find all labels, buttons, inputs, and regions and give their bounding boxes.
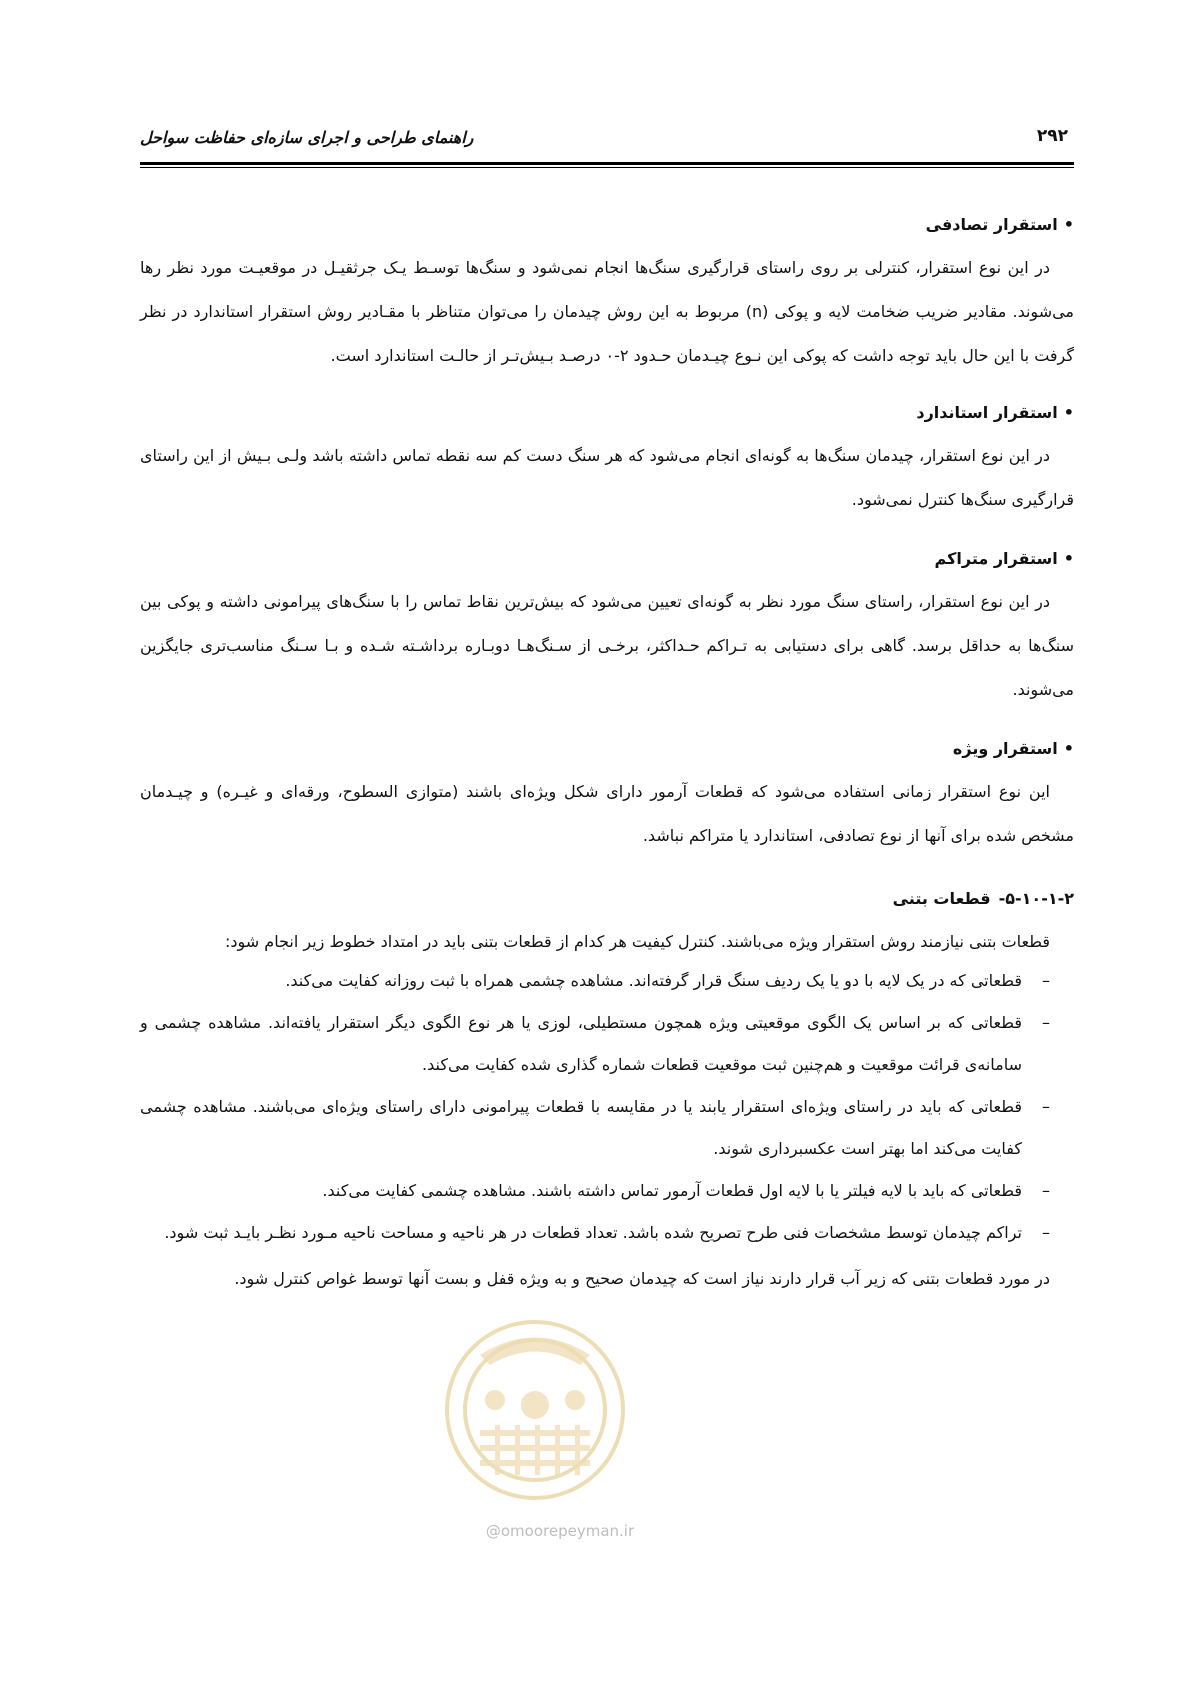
bullet-icon: • xyxy=(1063,403,1074,422)
section-heading-text: استقرار تصادفی xyxy=(925,215,1058,234)
section-paragraph: در این نوع استقرار، راستای سنگ مورد نظر به گونه‌ای تعیین می‌شود که بیش‌ترین نقاط تماس را با سنگ‌های پیرامونی داشته و پوکی بین سنگ‌ها به حداقل برسد. گاهی برای دستیابی به تـراکم حـداکثر، برخـی از سـنگ‌هـا دوبـاره برداشـته شـده و بـا سـنگ مناسب‌تری جایگزین می‌شوند. xyxy=(140,592,1074,699)
section-dense-placement xyxy=(140,544,1074,712)
watermark-site-text: @omoorepeyman.ir xyxy=(485,1522,635,1540)
section-heading xyxy=(140,398,1074,428)
bullet-icon: • xyxy=(1063,215,1074,234)
dash-marker: – xyxy=(1042,1013,1050,1032)
dash-marker: – xyxy=(1042,1097,1050,1116)
list-item xyxy=(140,960,1074,1002)
bullet-icon: • xyxy=(1063,739,1074,758)
section-random-placement xyxy=(140,210,1074,378)
list-item xyxy=(140,1170,1074,1212)
dash-marker: – xyxy=(1042,1181,1050,1200)
main-content xyxy=(140,210,1074,1300)
subsection-heading-text: قطعات بتنی xyxy=(892,889,991,908)
section-special-placement xyxy=(140,734,1074,858)
list-item xyxy=(140,1002,1074,1086)
section-heading xyxy=(140,734,1074,764)
list-item-text: قطعاتی که باید در راستای ویژه‌ای استقرار یابند یا در مقایسه با قطعات پیرامونی دارای راستای ویژه‌ای می‌باشند. مشاهده چشمی کفایت می‌کند اما بهتر است عکسبرداری شوند. xyxy=(140,1097,1022,1158)
section-heading-text: استقرار متراکم xyxy=(934,549,1058,568)
section-paragraph: در این نوع استقرار، چیدمان سنگ‌ها به گونه‌ای انجام می‌شود که هر سنگ دست کم سه نقطه تماس داشته باشد ولـی بـیش از این راستای قرارگیری سنگ‌ها کنترل نمی‌شود. xyxy=(140,446,1074,509)
page-number: ۲۹۲ xyxy=(1036,126,1068,146)
list-item-text: قطعاتی که در یک لایه با دو یا یک ردیف سنگ قرار گرفته‌اند. مشاهده چشمی همراه با ثبت روزانه کفایت می‌کند. xyxy=(285,971,1022,990)
section-paragraph: این نوع استقرار زمانی استفاده می‌شود که قطعات آرمور دارای شکل ویژه‌ای باشند (متوازی السطوح، ورقه‌ای و غیـره) و چیـدمان مشخص شده برای آنها از نوع تصادفی، استاندارد یا متراکم نباشد. xyxy=(140,782,1074,845)
section-heading xyxy=(140,210,1074,240)
subsection-concrete-units xyxy=(140,884,1074,1300)
quality-control-list xyxy=(140,960,1074,1254)
section-paragraph: در این نوع استقرار، کنترلی بر روی راستای قرارگیری سنگ‌ها انجام نمی‌شود و سنگ‌ها توسـط یـک جرثقیـل در موقعیـت مورد نظر رها می‌شوند. مقادیر ضریب ضخامت لایه و پوکی (n) مربوط به این روش چیدمان را می‌توان متناظر با مقـادیر روش استقرار استاندارد در نظر گرفت با این حال باید توجه داشت که پوکی این نـوع چیـدمان حـدود ۲-۰ درصـد بـیش‌تـر از حالـت استاندارد است. xyxy=(140,258,1075,365)
list-item xyxy=(140,1086,1074,1170)
dash-marker: – xyxy=(1042,1223,1050,1242)
list-item-text: قطعاتی که بر اساس یک الگوی موقعیتی ویژه همچون مستطیلی، لوزی یا هر نوع الگوی دیگر استقرار یافته‌اند. مشاهده چشمی و سامانه‌ی قرائت موقعیت و هم‌چنین ثبت موقعیت قطعات شماره گذاری شده کفایت می‌کند. xyxy=(140,1013,1022,1074)
dash-marker: – xyxy=(1042,971,1050,990)
running-title: راهنمای طراحی و اجرای سازه‌ای حفاظت سواحل xyxy=(140,128,474,147)
list-item-text: تراکم چیدمان توسط مشخصات فنی طرح تصریح شده باشد. تعداد قطعات در هر ناحیه و مساحت ناحیه مـورد نظـر بایـد ثبت شود. xyxy=(164,1223,1022,1242)
subsection-number: ۵-۱۰-۱-۲- xyxy=(998,889,1074,908)
section-heading-text: استقرار استاندارد xyxy=(916,403,1058,422)
section-heading-text: استقرار ویژه xyxy=(952,739,1058,758)
closing-paragraph: در مورد قطعات بتنی که زیر آب قرار دارند نیاز است که چیدمان صحیح و به ویژه قفل و بست آنها توسط غواص کنترل شود. xyxy=(234,1269,1050,1288)
subsection-heading xyxy=(140,884,1074,914)
section-standard-placement xyxy=(140,398,1074,522)
list-item xyxy=(140,1212,1074,1254)
subsection-intro: قطعات بتنی نیازمند روش استقرار ویژه می‌باشند. کنترل کیفیت هر کدام از قطعات بتنی باید در امتداد خطوط زیر انجام شود: xyxy=(225,932,1050,951)
page-header xyxy=(140,122,1070,162)
section-heading xyxy=(140,544,1074,574)
header-rule xyxy=(140,162,1074,165)
list-item-text: قطعاتی که باید با لایه فیلتر یا با لایه اول قطعات آرمور تماس داشته باشند. مشاهده چشمی کفایت می‌کند. xyxy=(322,1181,1022,1200)
watermark-logo xyxy=(440,1310,630,1510)
bullet-icon: • xyxy=(1063,549,1074,568)
header-rule-thin xyxy=(140,167,1074,168)
